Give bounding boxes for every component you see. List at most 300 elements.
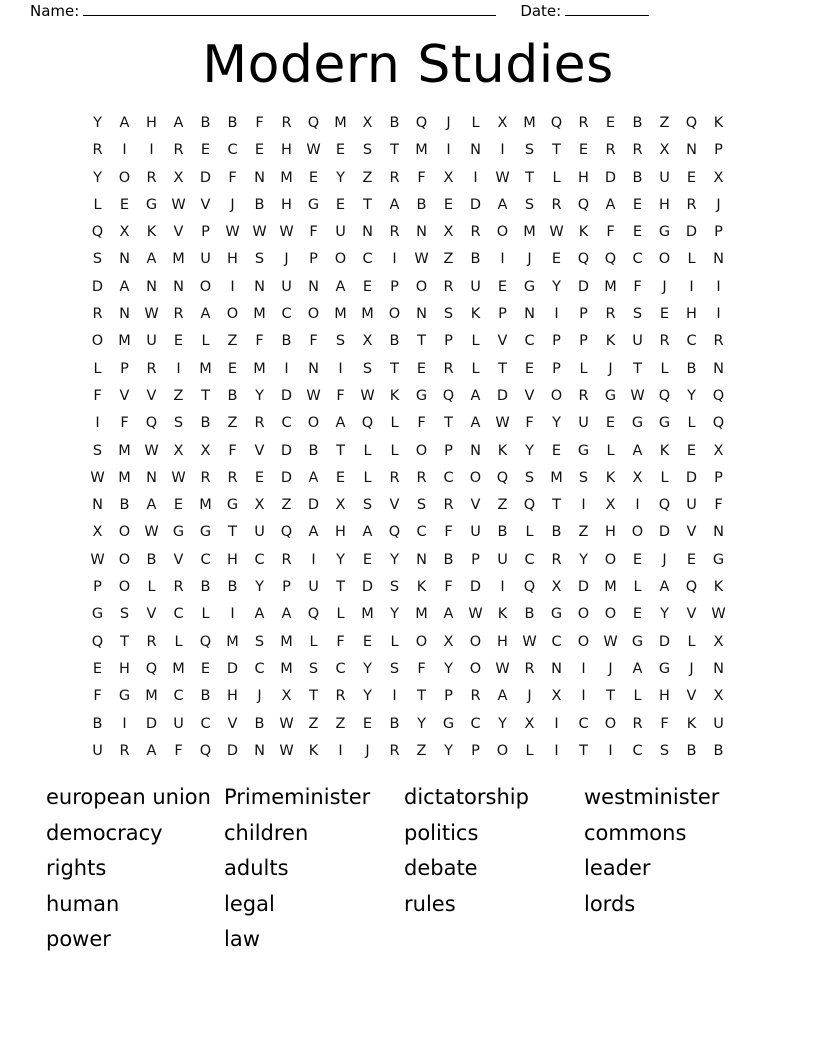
- grid-cell[interactable]: X: [605, 497, 616, 514]
- grid-cell[interactable]: H: [578, 169, 589, 186]
- grid-cell[interactable]: I: [608, 742, 613, 759]
- grid-cell[interactable]: Q: [361, 415, 374, 432]
- grid-cell[interactable]: N: [119, 251, 130, 268]
- grid-cell[interactable]: S: [389, 660, 400, 677]
- grid-cell[interactable]: M: [253, 360, 266, 377]
- grid-cell[interactable]: O: [91, 333, 104, 350]
- grid-cell[interactable]: N: [146, 469, 157, 486]
- grid-cell[interactable]: O: [469, 469, 482, 486]
- grid-cell[interactable]: E: [578, 142, 589, 159]
- grid-cell[interactable]: C: [686, 333, 697, 350]
- grid-cell[interactable]: M: [172, 251, 185, 268]
- grid-cell[interactable]: V: [254, 442, 265, 459]
- grid-cell[interactable]: U: [578, 415, 589, 432]
- word-list-item[interactable]: debate: [404, 856, 478, 880]
- grid-cell[interactable]: K: [605, 333, 616, 350]
- grid-cell[interactable]: L: [147, 579, 156, 596]
- grid-cell[interactable]: S: [389, 579, 400, 596]
- grid-cell[interactable]: K: [497, 442, 508, 459]
- grid-cell[interactable]: Q: [145, 415, 158, 432]
- grid-cell[interactable]: H: [605, 524, 616, 541]
- grid-cell[interactable]: M: [604, 278, 617, 295]
- grid-cell[interactable]: P: [93, 579, 102, 596]
- grid-cell[interactable]: L: [471, 115, 480, 131]
- grid-cell[interactable]: Z: [173, 387, 184, 404]
- grid-cell[interactable]: X: [443, 224, 454, 241]
- grid-cell[interactable]: A: [335, 278, 346, 295]
- grid-cell[interactable]: E: [308, 169, 319, 186]
- grid-cell[interactable]: W: [90, 551, 105, 568]
- grid-cell[interactable]: B: [713, 742, 724, 759]
- grid-cell[interactable]: N: [416, 224, 427, 241]
- grid-cell[interactable]: O: [469, 633, 482, 650]
- grid-cell[interactable]: W: [225, 224, 240, 241]
- grid-cell[interactable]: O: [307, 306, 320, 323]
- grid-cell[interactable]: Y: [390, 551, 399, 568]
- grid-cell[interactable]: A: [119, 115, 130, 131]
- grid-cell[interactable]: L: [687, 251, 696, 268]
- grid-cell[interactable]: M: [280, 633, 293, 650]
- grid-cell[interactable]: R: [632, 715, 643, 732]
- grid-cell[interactable]: W: [495, 169, 510, 186]
- grid-cell[interactable]: T: [417, 333, 426, 350]
- grid-cell[interactable]: I: [581, 497, 586, 514]
- grid-cell[interactable]: L: [201, 606, 210, 623]
- grid-cell[interactable]: A: [605, 196, 616, 213]
- grid-cell[interactable]: M: [550, 469, 563, 486]
- grid-cell[interactable]: R: [443, 278, 454, 295]
- grid-cell[interactable]: L: [687, 415, 696, 432]
- grid-cell[interactable]: E: [227, 360, 238, 377]
- grid-cell[interactable]: F: [255, 115, 264, 131]
- grid-cell[interactable]: E: [416, 360, 427, 377]
- grid-cell[interactable]: M: [361, 606, 374, 623]
- grid-cell[interactable]: B: [686, 742, 697, 759]
- grid-cell[interactable]: E: [254, 469, 265, 486]
- grid-cell[interactable]: L: [633, 688, 642, 705]
- grid-cell[interactable]: S: [416, 497, 427, 514]
- word-list-item[interactable]: adults: [224, 856, 289, 880]
- word-list-item[interactable]: rules: [404, 891, 456, 916]
- grid-cell[interactable]: U: [470, 524, 481, 541]
- word-list-item[interactable]: legal: [224, 891, 275, 916]
- grid-cell[interactable]: D: [226, 660, 239, 677]
- word-list-item[interactable]: law: [224, 927, 260, 951]
- grid-cell[interactable]: B: [200, 115, 211, 131]
- grid-cell[interactable]: F: [417, 415, 426, 432]
- grid-cell[interactable]: V: [119, 387, 130, 404]
- grid-cell[interactable]: O: [550, 387, 563, 404]
- grid-cell[interactable]: Q: [442, 387, 455, 404]
- grid-cell[interactable]: E: [119, 196, 130, 213]
- grid-cell[interactable]: O: [118, 524, 131, 541]
- grid-cell[interactable]: F: [228, 442, 237, 459]
- grid-cell[interactable]: N: [524, 306, 535, 323]
- grid-cell[interactable]: F: [255, 333, 264, 350]
- grid-cell[interactable]: H: [335, 524, 346, 541]
- grid-cell[interactable]: W: [468, 606, 483, 623]
- grid-cell[interactable]: T: [336, 579, 345, 596]
- grid-cell[interactable]: I: [284, 360, 289, 377]
- grid-cell[interactable]: Q: [415, 115, 428, 131]
- grid-cell[interactable]: L: [606, 442, 615, 459]
- grid-cell[interactable]: L: [336, 606, 345, 623]
- grid-cell[interactable]: V: [173, 551, 184, 568]
- grid-cell[interactable]: O: [415, 278, 428, 295]
- grid-cell[interactable]: G: [442, 715, 455, 732]
- grid-cell[interactable]: R: [443, 497, 454, 514]
- grid-cell[interactable]: B: [200, 688, 211, 705]
- grid-cell[interactable]: S: [308, 660, 319, 677]
- grid-cell[interactable]: S: [659, 742, 670, 759]
- grid-cell[interactable]: O: [577, 606, 590, 623]
- grid-cell[interactable]: E: [335, 142, 346, 159]
- grid-cell[interactable]: P: [309, 251, 318, 268]
- grid-cell[interactable]: F: [93, 387, 102, 404]
- grid-cell[interactable]: U: [497, 551, 508, 568]
- grid-cell[interactable]: N: [713, 360, 724, 377]
- grid-cell[interactable]: D: [685, 224, 698, 241]
- grid-cell[interactable]: D: [658, 524, 671, 541]
- grid-cell[interactable]: O: [118, 551, 131, 568]
- grid-cell[interactable]: N: [254, 169, 265, 186]
- word-list-item[interactable]: lords: [584, 891, 636, 916]
- grid-cell[interactable]: T: [579, 742, 588, 759]
- grid-cell[interactable]: Y: [444, 660, 453, 677]
- grid-cell[interactable]: S: [173, 415, 184, 432]
- grid-cell[interactable]: B: [443, 551, 454, 568]
- grid-cell[interactable]: V: [686, 606, 697, 623]
- grid-cell[interactable]: C: [632, 742, 643, 759]
- grid-cell[interactable]: X: [443, 169, 454, 186]
- grid-cell[interactable]: U: [659, 169, 670, 186]
- grid-cell[interactable]: J: [284, 251, 289, 268]
- grid-cell[interactable]: H: [227, 551, 238, 568]
- grid-cell[interactable]: R: [227, 469, 238, 486]
- grid-cell[interactable]: Z: [416, 742, 427, 759]
- grid-cell[interactable]: B: [254, 196, 265, 213]
- grid-cell[interactable]: A: [200, 306, 211, 323]
- grid-cell[interactable]: H: [281, 196, 292, 213]
- grid-cell[interactable]: B: [524, 606, 535, 623]
- grid-cell[interactable]: I: [581, 660, 586, 677]
- grid-cell[interactable]: Q: [523, 497, 536, 514]
- grid-cell[interactable]: B: [92, 715, 103, 732]
- grid-cell[interactable]: X: [362, 333, 373, 350]
- grid-cell[interactable]: X: [713, 169, 724, 186]
- grid-cell[interactable]: J: [230, 196, 235, 213]
- grid-cell[interactable]: R: [281, 551, 292, 568]
- grid-cell[interactable]: T: [120, 633, 129, 650]
- grid-cell[interactable]: W: [306, 387, 321, 404]
- grid-cell[interactable]: I: [716, 278, 721, 295]
- grid-cell[interactable]: X: [173, 442, 184, 459]
- grid-cell[interactable]: R: [173, 142, 184, 159]
- grid-cell[interactable]: I: [689, 278, 694, 295]
- grid-cell[interactable]: A: [119, 278, 130, 295]
- grid-cell[interactable]: A: [308, 524, 319, 541]
- grid-cell[interactable]: R: [713, 333, 724, 350]
- grid-cell[interactable]: R: [92, 142, 103, 159]
- grid-cell[interactable]: M: [199, 497, 212, 514]
- grid-cell[interactable]: D: [577, 579, 590, 596]
- grid-cell[interactable]: O: [199, 278, 212, 295]
- grid-cell[interactable]: I: [554, 715, 559, 732]
- grid-cell[interactable]: N: [713, 660, 724, 677]
- grid-cell[interactable]: C: [254, 660, 265, 677]
- grid-cell[interactable]: K: [713, 115, 724, 131]
- grid-cell[interactable]: C: [578, 715, 589, 732]
- grid-cell[interactable]: T: [552, 142, 561, 159]
- grid-cell[interactable]: M: [280, 169, 293, 186]
- grid-cell[interactable]: P: [579, 333, 588, 350]
- grid-cell[interactable]: I: [230, 606, 235, 623]
- grid-cell[interactable]: J: [662, 278, 667, 295]
- grid-cell[interactable]: A: [470, 387, 481, 404]
- grid-cell[interactable]: D: [280, 442, 293, 459]
- grid-cell[interactable]: L: [201, 333, 210, 350]
- grid-cell[interactable]: F: [93, 688, 102, 705]
- grid-cell[interactable]: O: [226, 306, 239, 323]
- grid-cell[interactable]: Q: [388, 524, 401, 541]
- grid-cell[interactable]: Z: [443, 251, 454, 268]
- grid-cell[interactable]: E: [632, 606, 643, 623]
- grid-cell[interactable]: Y: [336, 551, 345, 568]
- grid-cell[interactable]: L: [390, 633, 399, 650]
- grid-cell[interactable]: T: [633, 360, 642, 377]
- grid-cell[interactable]: V: [200, 196, 211, 213]
- grid-cell[interactable]: C: [632, 251, 643, 268]
- word-list-item[interactable]: rights: [46, 856, 107, 880]
- grid-cell[interactable]: L: [471, 360, 480, 377]
- grid-cell[interactable]: Y: [93, 115, 102, 131]
- grid-cell[interactable]: N: [686, 142, 697, 159]
- grid-cell[interactable]: Y: [390, 606, 399, 623]
- grid-cell[interactable]: I: [230, 278, 235, 295]
- grid-cell[interactable]: S: [362, 497, 373, 514]
- grid-cell[interactable]: N: [308, 360, 319, 377]
- grid-cell[interactable]: J: [365, 742, 370, 759]
- grid-cell[interactable]: H: [227, 688, 238, 705]
- grid-cell[interactable]: X: [632, 469, 643, 486]
- grid-cell[interactable]: L: [633, 579, 642, 596]
- grid-cell[interactable]: Y: [525, 442, 534, 459]
- grid-cell[interactable]: P: [714, 142, 723, 159]
- grid-cell[interactable]: M: [415, 142, 428, 159]
- grid-cell[interactable]: T: [525, 169, 534, 186]
- grid-cell[interactable]: W: [495, 660, 510, 677]
- grid-cell[interactable]: R: [605, 306, 616, 323]
- grid-cell[interactable]: G: [415, 387, 428, 404]
- grid-cell[interactable]: R: [200, 469, 211, 486]
- grid-cell[interactable]: S: [632, 306, 643, 323]
- grid-cell[interactable]: W: [630, 387, 645, 404]
- grid-cell[interactable]: O: [631, 524, 644, 541]
- grid-cell[interactable]: N: [470, 142, 481, 159]
- grid-cell[interactable]: A: [146, 742, 157, 759]
- grid-cell[interactable]: H: [119, 660, 130, 677]
- grid-cell[interactable]: P: [201, 224, 210, 241]
- grid-cell[interactable]: N: [416, 306, 427, 323]
- grid-cell[interactable]: N: [119, 306, 130, 323]
- grid-cell[interactable]: X: [524, 715, 535, 732]
- grid-cell[interactable]: X: [713, 633, 724, 650]
- grid-cell[interactable]: V: [686, 688, 697, 705]
- grid-cell[interactable]: Y: [255, 387, 264, 404]
- grid-cell[interactable]: V: [173, 224, 184, 241]
- grid-cell[interactable]: B: [497, 524, 508, 541]
- grid-cell[interactable]: D: [685, 469, 698, 486]
- grid-cell[interactable]: E: [632, 551, 643, 568]
- word-list-item[interactable]: power: [46, 927, 111, 951]
- grid-cell[interactable]: U: [254, 524, 265, 541]
- grid-cell[interactable]: D: [577, 278, 590, 295]
- grid-cell[interactable]: A: [632, 442, 643, 459]
- grid-cell[interactable]: C: [281, 415, 292, 432]
- grid-cell[interactable]: Z: [227, 333, 238, 350]
- grid-cell[interactable]: L: [687, 633, 696, 650]
- grid-cell[interactable]: E: [551, 442, 562, 459]
- grid-cell[interactable]: F: [444, 579, 453, 596]
- grid-cell[interactable]: L: [471, 333, 480, 350]
- date-write-line[interactable]: [565, 4, 649, 16]
- grid-cell[interactable]: Z: [578, 524, 589, 541]
- grid-cell[interactable]: D: [280, 469, 293, 486]
- grid-cell[interactable]: Y: [660, 606, 669, 623]
- grid-cell[interactable]: Y: [93, 169, 102, 186]
- grid-cell[interactable]: D: [361, 579, 374, 596]
- grid-cell[interactable]: Z: [497, 497, 508, 514]
- grid-cell[interactable]: X: [659, 142, 670, 159]
- grid-cell[interactable]: E: [200, 142, 211, 159]
- grid-cell[interactable]: Q: [199, 633, 212, 650]
- grid-cell[interactable]: B: [308, 442, 319, 459]
- grid-cell[interactable]: B: [200, 415, 211, 432]
- grid-cell[interactable]: I: [95, 415, 100, 432]
- grid-cell[interactable]: R: [551, 196, 562, 213]
- grid-cell[interactable]: C: [173, 688, 184, 705]
- grid-cell[interactable]: F: [417, 660, 426, 677]
- grid-cell[interactable]: F: [120, 415, 129, 432]
- grid-cell[interactable]: C: [227, 142, 238, 159]
- grid-cell[interactable]: K: [659, 442, 670, 459]
- grid-cell[interactable]: X: [254, 497, 265, 514]
- grid-cell[interactable]: X: [200, 442, 211, 459]
- grid-cell[interactable]: F: [417, 169, 426, 186]
- grid-cell[interactable]: Y: [417, 715, 426, 732]
- grid-cell[interactable]: B: [389, 115, 400, 131]
- grid-cell[interactable]: U: [308, 579, 319, 596]
- grid-cell[interactable]: I: [716, 306, 721, 323]
- grid-cell[interactable]: S: [524, 142, 535, 159]
- grid-cell[interactable]: K: [308, 742, 319, 759]
- grid-cell[interactable]: M: [334, 306, 347, 323]
- grid-cell[interactable]: Q: [685, 579, 698, 596]
- grid-cell[interactable]: X: [443, 633, 454, 650]
- grid-cell[interactable]: A: [659, 579, 670, 596]
- grid-cell[interactable]: U: [632, 333, 643, 350]
- grid-cell[interactable]: F: [309, 333, 318, 350]
- grid-cell[interactable]: N: [92, 497, 103, 514]
- grid-cell[interactable]: N: [713, 524, 724, 541]
- grid-cell[interactable]: Y: [444, 742, 453, 759]
- grid-cell[interactable]: Z: [227, 415, 238, 432]
- grid-cell[interactable]: C: [173, 606, 184, 623]
- grid-cell[interactable]: H: [497, 633, 508, 650]
- grid-cell[interactable]: P: [552, 360, 561, 377]
- grid-cell[interactable]: R: [443, 360, 454, 377]
- grid-cell[interactable]: P: [714, 224, 723, 241]
- grid-cell[interactable]: E: [362, 278, 373, 295]
- grid-cell[interactable]: V: [686, 524, 697, 541]
- grid-cell[interactable]: P: [444, 688, 453, 705]
- grid-cell[interactable]: W: [279, 715, 294, 732]
- grid-cell[interactable]: A: [632, 660, 643, 677]
- word-list-item[interactable]: westminister: [584, 785, 720, 809]
- grid-cell[interactable]: O: [496, 742, 509, 759]
- grid-cell[interactable]: L: [174, 633, 183, 650]
- grid-cell[interactable]: D: [604, 169, 617, 186]
- grid-cell[interactable]: L: [660, 469, 669, 486]
- grid-cell[interactable]: N: [308, 278, 319, 295]
- grid-cell[interactable]: E: [551, 251, 562, 268]
- grid-cell[interactable]: O: [307, 415, 320, 432]
- grid-cell[interactable]: C: [524, 333, 535, 350]
- grid-cell[interactable]: J: [446, 115, 451, 131]
- grid-cell[interactable]: B: [470, 251, 481, 268]
- grid-cell[interactable]: E: [497, 278, 508, 295]
- grid-cell[interactable]: E: [686, 169, 697, 186]
- grid-cell[interactable]: A: [335, 415, 346, 432]
- grid-cell[interactable]: Q: [307, 606, 320, 623]
- word-list-item[interactable]: european union: [46, 785, 211, 809]
- grid-cell[interactable]: B: [146, 551, 157, 568]
- grid-cell[interactable]: S: [92, 251, 103, 268]
- grid-cell[interactable]: V: [524, 387, 535, 404]
- grid-cell[interactable]: M: [145, 688, 158, 705]
- grid-cell[interactable]: G: [307, 196, 320, 213]
- grid-cell[interactable]: S: [92, 442, 103, 459]
- word-list-item[interactable]: Primeminister: [224, 785, 371, 809]
- grid-cell[interactable]: U: [713, 715, 724, 732]
- grid-cell[interactable]: M: [604, 579, 617, 596]
- grid-cell[interactable]: Y: [255, 579, 264, 596]
- grid-cell[interactable]: D: [91, 278, 104, 295]
- grid-cell[interactable]: L: [390, 442, 399, 459]
- grid-cell[interactable]: X: [335, 497, 346, 514]
- grid-cell[interactable]: D: [199, 169, 212, 186]
- grid-cell[interactable]: I: [122, 715, 127, 732]
- grid-cell[interactable]: N: [713, 251, 724, 268]
- grid-cell[interactable]: K: [146, 224, 157, 241]
- grid-cell[interactable]: M: [361, 306, 374, 323]
- grid-cell[interactable]: U: [686, 497, 697, 514]
- grid-cell[interactable]: C: [254, 551, 265, 568]
- grid-cell[interactable]: E: [92, 660, 103, 677]
- grid-cell[interactable]: I: [176, 360, 181, 377]
- grid-cell[interactable]: V: [470, 497, 481, 514]
- grid-cell[interactable]: N: [254, 742, 265, 759]
- grid-cell[interactable]: P: [471, 551, 480, 568]
- grid-cell[interactable]: Y: [552, 415, 561, 432]
- grid-cell[interactable]: U: [281, 278, 292, 295]
- grid-cell[interactable]: R: [389, 469, 400, 486]
- grid-cell[interactable]: I: [500, 251, 505, 268]
- grid-cell[interactable]: S: [362, 360, 373, 377]
- grid-cell[interactable]: F: [525, 415, 534, 432]
- word-list-item[interactable]: children: [224, 820, 309, 845]
- grid-cell[interactable]: L: [552, 169, 561, 186]
